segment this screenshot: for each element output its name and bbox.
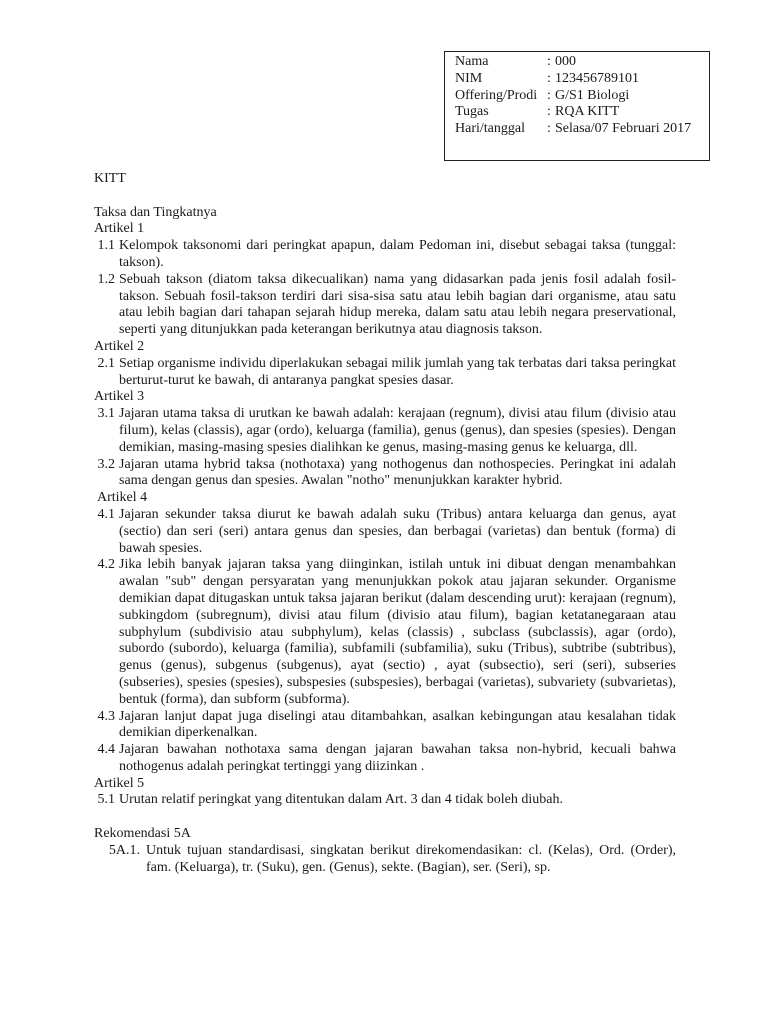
article-heading: Artikel 5: [94, 775, 145, 791]
info-colon: :: [547, 54, 551, 69]
student-info-box: [444, 51, 710, 161]
item-number: 5A.1.: [108, 842, 140, 858]
info-row-nim: [455, 71, 709, 88]
info-value: 000: [555, 54, 576, 69]
article-heading: Artikel 4: [97, 490, 148, 506]
article-item: [94, 356, 676, 390]
item-text: Jajaran bawahan nothotaxa sama dengan jajaran bawahan taksa non-hybrid, kecuali bahwa nothogenus adalah peringkat tertinggi yang diizinkan .: [119, 742, 676, 774]
info-colon: :: [547, 104, 551, 120]
article-item: [94, 238, 676, 272]
item-text: Jajaran lanjut dapat juga diselingi atau ditambahkan, asalkan kebingungan atau kesalahan tidak demikian diperkenalkan.: [119, 708, 676, 741]
article-heading: Artikel 2: [94, 338, 145, 354]
item-number: 1.1: [97, 238, 115, 254]
article-heading: Artikel 1: [94, 221, 145, 237]
info-value: Selasa/07 Februari 2017: [555, 121, 692, 137]
item-number: 1.2: [97, 271, 115, 287]
item-number: 4.3: [97, 708, 115, 724]
article-item: [94, 557, 676, 708]
item-number: 3.1: [97, 406, 115, 422]
item-text: Untuk tujuan standardisasi, singkatan berikut direkomendasikan: cl. (Kelas), Ord. (Order), fam. (Keluarga), tr. (Suku), gen. (Genus), sekte. (Bagian), ser. (Seri), sp.: [146, 842, 676, 875]
info-row-date: [455, 121, 709, 138]
item-text: Sebuah takson (diatom taksa dikecualikan) nama yang didasarkan pada jenis fosil adalah fosil-takson. Sebuah fosil-takson terdiri dari sisa-sisa satu atau lebih bagian dari organisme, atau satu atau lebih bagian dari tahapan sejarah hidup mereka, dalam satu atau lebih negara preservational, seperti yang ditunjukkan pada keterangan berikutnya atau diagnosis takson.: [119, 271, 676, 338]
item-number: 4.2: [97, 557, 115, 573]
article-item: [94, 406, 676, 456]
item-text: Jika lebih banyak jajaran taksa yang diinginkan, istilah untuk ini dibuat dengan menambahkan awalan "sub" dengan persyaratan yang menunjukkan pokok atau jajaran sekunder. Organisme demikian dapat ditugaskan untuk taksa jajaran berikut (dalam descending urut): kerajaan (regnum), subkingdom (subregnum), divisi atau filum (divisio atau filum), bagian ketatanegaraan atau subphylum (subdivisio atau subphylum), kelas (classis) , subclass (subclassis), agar (ordo), subordo (subordo), keluarga (familia), subfamili (subfamilia), suku (Tribus), subtribe (subtribus), genus (genus), subgenus (subgenus), ayat (sectio) , ayat (subsectio), seri (seri), subseries (subseries), spesies (spesies), subspesies (subspesies), berbagai (varietas), subvariety (subvarietas), bentuk (forma), dan subform (subforma).: [119, 557, 676, 707]
info-row-offering: [455, 88, 709, 105]
info-value: G/S1 Biologi: [555, 87, 630, 103]
item-text: Kelompok taksonomi dari peringkat apapun, dalam Pedoman ini, disebut sebagai taksa (tunggal: takson).: [119, 238, 676, 270]
article-item: [94, 742, 676, 776]
item-number: 4.4: [97, 742, 115, 758]
article-item: [94, 709, 676, 743]
info-colon: :: [547, 70, 551, 86]
info-label: Offering/Prodi: [455, 87, 538, 103]
article-item: [94, 457, 676, 491]
info-value: 123456789101: [555, 70, 639, 86]
info-label: Hari/tanggal: [455, 121, 525, 137]
document-title: KITT: [94, 171, 126, 186]
item-number: 4.1: [97, 506, 115, 522]
article-item: [94, 272, 676, 339]
article-item: [94, 507, 676, 557]
recommendation-item: [94, 843, 676, 877]
document-body: [94, 171, 676, 876]
recommendation-heading: Rekomendasi 5A: [94, 826, 191, 842]
info-value: RQA KITT: [555, 104, 620, 120]
info-colon: :: [547, 121, 551, 137]
item-number: 5.1: [97, 792, 115, 808]
info-row-name: [455, 54, 709, 71]
section-title: Taksa dan Tingkatnya: [94, 204, 217, 220]
spacer: [94, 809, 676, 826]
spacer: [94, 188, 676, 205]
item-number: 2.1: [97, 355, 115, 371]
info-row-task: [455, 104, 709, 121]
info-colon: :: [547, 87, 551, 103]
info-label: Tugas: [455, 104, 489, 120]
item-text: Jajaran utama taksa di urutkan ke bawah adalah: kerajaan (regnum), divisi atau filum (divisio atau filum), kelas (classis), agar (ordo), keluarga (familia), genus (genus), dan spesies (spesies). Dengan demikian, masing-masing spesies dialihkan ke genus, masing-masing genus ke keluarga, dll.: [119, 406, 676, 455]
article-item: [94, 792, 676, 809]
item-text: Jajaran sekunder taksa diurut ke bawah adalah suku (Tribus) antara keluarga dan genus, ayat (sectio) dan seri (seri) antara genus dan spesies, dan berbagai (varietas) dan bentuk (forma) di bawah spesies.: [119, 506, 676, 556]
item-text: Urutan relatif peringkat yang ditentukan dalam Art. 3 dan 4 tidak boleh diubah.: [119, 792, 563, 808]
info-label: Nama: [455, 54, 489, 69]
info-label: NIM: [455, 70, 483, 86]
item-text: Jajaran utama hybrid taksa (nothotaxa) yang nothogenus dan nothospecies. Peringkat ini adalah sama dengan genus dan spesies. Awalan "notho" menunjukkan karakter hybrid.: [119, 456, 676, 489]
item-text: Setiap organisme individu diperlakukan sebagai milik jumlah yang tak terbatas dari taksa peringkat berturut-turut ke bawah, di antaranya pangkat spesies dasar.: [119, 355, 676, 388]
item-number: 3.2: [97, 456, 115, 472]
article-heading: Artikel 3: [94, 389, 145, 405]
